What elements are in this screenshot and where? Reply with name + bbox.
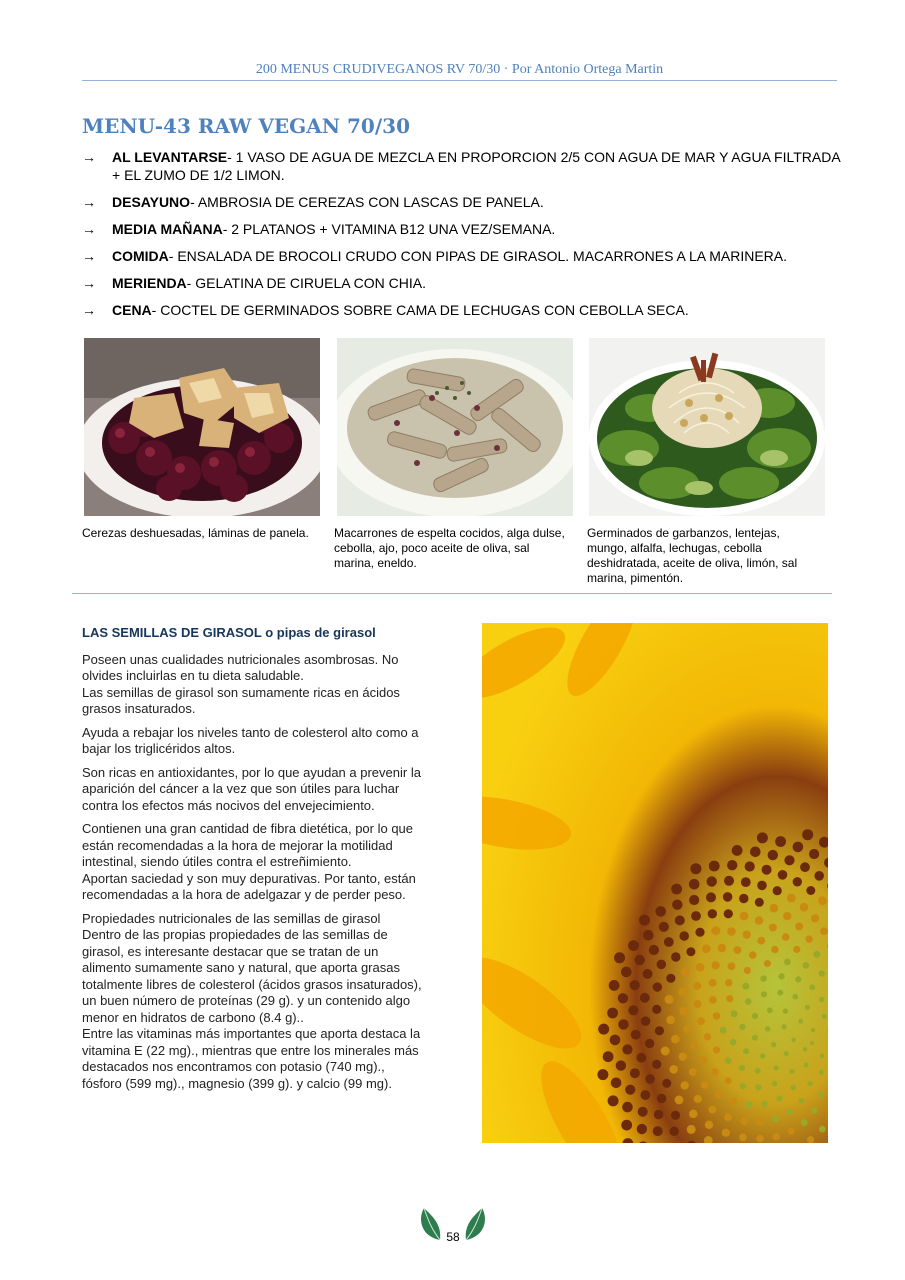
seed-dot — [809, 849, 819, 859]
seed-dot — [755, 1068, 761, 1074]
seed-dot — [773, 886, 782, 895]
seed-dot — [622, 1044, 632, 1054]
sunflower-seeds-article — [82, 625, 428, 1099]
seed-dot — [773, 1133, 780, 1140]
seed-dot — [709, 996, 717, 1004]
seed-dot — [776, 1096, 782, 1102]
seed-dot — [637, 1124, 647, 1134]
page-number: 58 — [446, 1230, 460, 1244]
seed-dot — [800, 903, 809, 912]
sprouts-caption: Germinados de garbanzos, lentejas, mungo, alfalfa, lechugas, cebolla deshidratada, aceite de oliva, limón, sal marina, pimentón. — [587, 526, 798, 585]
seed-dot — [820, 1054, 825, 1059]
article-line: Poseen unas cualidades nutricionales asombrosas. No olvides incluirlas en tu dieta saludable. — [82, 651, 399, 683]
seed-dot — [630, 980, 640, 990]
seed-dot — [679, 1052, 687, 1060]
seed-dot — [769, 924, 777, 932]
article-paragraph — [82, 821, 428, 904]
menu-item-desayuno — [82, 193, 842, 211]
seed-dot — [791, 1085, 797, 1091]
seed-dot — [664, 937, 674, 947]
seed-dot — [681, 1081, 689, 1089]
seed-dot — [715, 1091, 723, 1099]
seed-dot — [807, 1136, 814, 1143]
seed-dot — [755, 916, 763, 924]
article-paragraph — [82, 911, 428, 1093]
seed-dot — [793, 877, 802, 886]
seed-dot — [730, 1098, 737, 1105]
seed-dot — [616, 1060, 626, 1070]
seed-dot — [639, 915, 650, 926]
seed-dot — [671, 884, 682, 895]
menu-item-label: DESAYUNO — [112, 194, 191, 210]
menu-title: MENU-43 RAW VEGAN 70/30 — [82, 114, 410, 138]
seed-dot — [630, 1068, 640, 1078]
seed-dot — [712, 961, 720, 969]
article-line: Las semillas de girasol son sumamente ricas en ácidos grasos insaturados. — [82, 684, 400, 716]
seed-dot — [755, 1084, 761, 1090]
seed-dot — [745, 861, 755, 871]
seed-dot — [745, 1101, 752, 1108]
menu-item-text: - 1 VASO DE AGUA DE MEZCLA EN PROPORCION 2/5 CON AGUA DE MAR Y AGUA FILTRADA + EL ZUMO DE 1/2 LIMON. — [112, 149, 840, 183]
seed-dot — [739, 894, 748, 903]
seed-dot — [725, 1057, 732, 1064]
seed-dot — [618, 1019, 628, 1029]
seed-dot — [598, 1024, 609, 1035]
seed-dot — [771, 1042, 776, 1047]
seed-dot — [724, 909, 733, 918]
seed-dot — [788, 1128, 795, 1135]
seed-dot — [693, 982, 701, 990]
menu-item-text: - 2 PLATANOS + VITAMINA B12 UNA VEZ/SEMANA. — [222, 221, 556, 237]
article-title — [82, 625, 428, 642]
menu-item-label: MEDIA MAÑANA — [112, 221, 223, 237]
seed-dot — [756, 1135, 764, 1143]
article-paragraph: Ayuda a rebajar los niveles tanto de colesterol alto como a bajar los triglicéridos altos. — [82, 724, 419, 756]
seed-dot — [814, 871, 824, 881]
seed-dot — [696, 963, 705, 972]
seed-dot — [782, 933, 790, 941]
seed-dot — [813, 951, 820, 958]
menu-item-label: CENA — [112, 302, 152, 318]
seed-dot — [697, 1017, 705, 1025]
seed-dot — [597, 1069, 608, 1080]
seed-dot — [671, 1035, 680, 1044]
seed-dot — [645, 1039, 654, 1048]
seed-dot — [655, 906, 666, 917]
seed-dot — [675, 915, 685, 925]
seed-dot — [820, 927, 828, 935]
seed-dot — [809, 984, 815, 990]
arrow-icon: → — [82, 248, 96, 264]
seed-dot — [727, 927, 736, 936]
cherries-caption: Cerezas deshuesadas, láminas de panela. — [82, 526, 309, 540]
seed-dot — [757, 832, 768, 843]
menu-item-comida — [82, 247, 842, 265]
seed-dot — [711, 926, 720, 935]
seed-dot — [730, 1039, 737, 1046]
running-header: 200 MENUS CRUDIVEGANOS RV 70/30 · Por Antonio Ortega Martin — [82, 62, 837, 81]
seed-dot — [755, 898, 764, 907]
seed-dot — [711, 1068, 718, 1075]
seed-dot — [722, 1129, 730, 1137]
seed-dot — [655, 1026, 664, 1035]
seed-dot — [625, 1085, 635, 1095]
seed-dot — [806, 935, 813, 942]
seed-dot — [760, 1053, 766, 1059]
seed-dot — [799, 1098, 805, 1104]
seed-dot — [767, 1007, 773, 1013]
seed-dot — [666, 974, 675, 983]
seed-dot — [761, 991, 767, 997]
seed-dot — [690, 1042, 698, 1050]
seed-dot — [654, 1110, 664, 1120]
seed-dot — [793, 842, 804, 853]
seed-dot — [622, 1102, 633, 1113]
seed-dot — [611, 1078, 622, 1089]
seed-dot — [762, 865, 772, 875]
seed-dot — [621, 1120, 632, 1131]
seed-dot — [669, 1065, 678, 1074]
seed-dot — [657, 960, 667, 970]
seed-dot — [640, 993, 650, 1003]
seed-dot — [757, 881, 767, 891]
seed-dot — [628, 1005, 638, 1015]
seed-dot — [805, 1005, 810, 1010]
seed-dot — [727, 860, 737, 870]
seed-dot — [637, 1053, 647, 1063]
seed-dot — [745, 998, 752, 1005]
seed-dot — [752, 1013, 758, 1019]
seed-dot — [690, 863, 701, 874]
article-paragraph: Son ricas en antioxidantes, por lo que ayudan a prevenir la aparición del cáncer a la vez que son útiles para luchar contra los efectos más nocivos del envejecimiento. — [82, 764, 421, 813]
seed-dot — [771, 946, 778, 953]
seed-dot — [750, 847, 761, 858]
seed-dot — [706, 892, 716, 902]
arrow-icon: → — [82, 194, 96, 210]
seed-dot — [819, 997, 824, 1002]
seed-dot — [724, 1113, 732, 1121]
seed-dot — [819, 1126, 826, 1133]
seed-dot — [713, 1046, 720, 1053]
seed-dot — [749, 951, 757, 959]
section-divider — [72, 593, 832, 594]
menu-item-text: - COCTEL DE GERMINADOS SOBRE CAMA DE LECHUGAS CON CEBOLLA SECA. — [151, 302, 689, 318]
seed-dot — [708, 1106, 716, 1114]
seed-dot — [774, 1065, 779, 1070]
arrow-icon: → — [82, 302, 96, 318]
seed-dot — [686, 947, 695, 956]
seed-dot — [645, 1074, 655, 1084]
seed-dot — [679, 931, 689, 941]
seed-dot — [657, 1094, 666, 1103]
seed-dot — [652, 1005, 661, 1014]
seed-dot — [783, 912, 791, 920]
menu-item-al-levantarse — [82, 148, 842, 184]
seed-dot — [649, 945, 659, 955]
seed-dot — [708, 909, 717, 918]
seed-dot — [803, 1047, 807, 1051]
seed-dot — [791, 1038, 796, 1043]
seed-dot — [689, 1068, 697, 1076]
seed-dot — [818, 1092, 824, 1098]
seed-dot — [740, 1118, 747, 1125]
macaroni-caption: Macarrones de espelta cocidos, alga dulse, cebolla, ajo, poco aceite de oliva, sal marina, eneldo. — [334, 526, 565, 570]
seed-dot — [704, 1033, 711, 1040]
menu-item-text: - ENSALADA DE BROCOLI CRUDO CON PIPAS DE GIRASOL. MACARRONES A LA MARINERA. — [168, 248, 788, 264]
seed-dot — [810, 1041, 814, 1045]
seed-dot — [659, 922, 669, 932]
cherries-photo — [84, 338, 320, 516]
seed-dot — [741, 877, 751, 887]
seed-dot — [770, 904, 779, 913]
seed-dot — [802, 829, 813, 840]
seed-dot — [702, 944, 711, 953]
seed-dot — [681, 967, 690, 976]
seed-dot — [789, 1069, 794, 1074]
seed-dot — [772, 1081, 778, 1087]
article-title-bold: LAS SEMILLAS DE GIRASOL — [82, 625, 262, 640]
seed-dot — [811, 1108, 817, 1114]
seed-dot — [675, 1096, 684, 1105]
menu-item-merienda — [82, 274, 842, 292]
seed-dot — [728, 962, 736, 970]
menu-item-label: MERIENDA — [112, 275, 187, 291]
article-line: Contienen una gran cantidad de fibra dietética, por lo que están recomendadas a la hora de mejorar la motilidad intestinal, siendo útiles contra el estreñimiento. — [82, 821, 414, 869]
article-title-rest: o pipas de girasol — [261, 625, 376, 640]
seed-dot — [689, 895, 699, 905]
seed-dot — [631, 1030, 641, 1040]
seed-dot — [679, 1007, 687, 1015]
seed-dot — [784, 855, 794, 865]
seed-dot — [713, 1012, 720, 1019]
seed-dot — [811, 1028, 815, 1032]
seed-dot — [635, 955, 645, 965]
seed-dot — [739, 1065, 745, 1071]
seed-dot — [694, 1095, 702, 1103]
seed-dot — [731, 1010, 738, 1017]
seed-dot — [695, 928, 704, 937]
seed-dot — [743, 1048, 749, 1054]
seed-dot — [740, 912, 749, 921]
seed-dot — [804, 1063, 809, 1068]
seed-dot — [784, 1051, 789, 1056]
seed-dot — [806, 886, 815, 895]
seed-dot — [743, 931, 751, 939]
seed-dot — [761, 1101, 768, 1108]
seed-dot — [811, 914, 819, 922]
seed-dot — [641, 1016, 651, 1026]
arrow-icon: → — [82, 275, 96, 291]
sunflower-photo — [482, 623, 828, 1143]
seed-dot — [793, 946, 800, 953]
seed-dot — [610, 1035, 621, 1046]
seed-dot — [819, 970, 825, 976]
menu-item-label: AL LEVANTARSE — [112, 149, 228, 165]
seed-dot — [795, 976, 801, 982]
seed-dot — [739, 1083, 746, 1090]
seed-dot — [709, 861, 720, 872]
seed-dot — [752, 1035, 758, 1041]
seed-dot — [705, 1121, 713, 1129]
seed-dot — [724, 876, 734, 886]
seed-dot — [818, 896, 827, 905]
seed-dot — [801, 1119, 808, 1126]
seed-dot — [653, 1126, 663, 1136]
seed-dot — [641, 1090, 651, 1100]
seed-dot — [819, 1070, 824, 1075]
menu-item-cena — [82, 301, 842, 319]
seed-dot — [661, 1047, 670, 1056]
seed-dot — [666, 1016, 675, 1025]
seed-dot — [700, 1056, 708, 1064]
article-line: Entre las vitaminas más importantes que aporta destaca la vitamina E (22 mg)., mientras que entre los minerales más destacados nos encontramos con potasio (740 mg)., fósforo (599 mg)., magnesio (399 g). y calcio (99 mg). — [82, 1026, 421, 1091]
seed-dot — [628, 940, 639, 951]
seed-dot — [707, 876, 717, 886]
article-line: Aportan saciedad y son muy depurativas. Por tanto, están recomendadas a la hora de adelgazar y de perder peso. — [82, 870, 416, 902]
seed-dot — [720, 1027, 727, 1034]
seed-dot — [603, 1051, 614, 1062]
seed-dot — [614, 952, 625, 963]
seed-dot — [662, 1079, 671, 1088]
menu-item-text: - GELATINA DE CIRUELA CON CHIA. — [186, 275, 427, 291]
seed-dot — [671, 952, 680, 961]
seed-dot — [643, 930, 654, 941]
seed-dot — [723, 892, 733, 902]
seed-dot — [653, 982, 662, 991]
menu-item-label: COMIDA — [112, 248, 169, 264]
menu-item-media-manana — [82, 220, 842, 238]
seed-dot — [691, 911, 701, 921]
seed-dot — [742, 983, 749, 990]
seed-dot — [784, 959, 791, 966]
seed-dot — [772, 1116, 779, 1123]
seed-dot — [798, 1019, 803, 1024]
seed-dot — [725, 979, 732, 986]
seed-dot — [652, 1060, 661, 1069]
seed-dot — [778, 870, 788, 880]
seed-dot — [732, 845, 743, 856]
seed-dot — [725, 1077, 732, 1084]
article-line: Dentro de las propias propiedades de las semillas de girasol, es interesante destacar que se tratan de un alimento sumamente sano y natural, que aporta grasas totalmente libres de colesterol (ácidos grasos insaturados), un buen número de proteínas (29 g). y un contenido algo menor en hidratos de carbono (8.4 g).. — [82, 927, 422, 1025]
seed-dot — [726, 995, 733, 1002]
seed-dot — [609, 980, 620, 991]
seed-dot — [608, 1095, 619, 1106]
arrow-icon: → — [82, 221, 96, 237]
seed-dot — [689, 879, 700, 890]
seed-dot — [757, 1118, 764, 1125]
article-line: Propiedades nutricionales de las semillas de girasol — [82, 910, 381, 926]
seed-dot — [694, 1000, 702, 1008]
seed-dot — [795, 922, 803, 930]
seed-dot — [768, 850, 778, 860]
menu-list — [82, 148, 842, 328]
seed-dot — [638, 1107, 648, 1117]
seed-dot — [787, 894, 796, 903]
seed-dot — [778, 973, 784, 979]
seed-dot — [800, 862, 810, 872]
seed-dot — [739, 1133, 747, 1141]
seed-dot — [757, 937, 765, 945]
seed-dot — [683, 1025, 691, 1033]
seed-dot — [621, 967, 632, 978]
seed-dot — [783, 1008, 788, 1013]
article-paragraph — [82, 652, 428, 718]
seed-dot — [678, 987, 687, 996]
seed-dot — [739, 1024, 745, 1030]
arrow-icon: → — [82, 149, 96, 165]
seed-dot — [760, 975, 767, 982]
seed-dot — [701, 1081, 709, 1089]
seed-dot — [687, 1125, 696, 1134]
sprouts-salad-photo — [589, 338, 825, 516]
seed-dot — [671, 1111, 680, 1120]
seed-dot — [822, 1014, 827, 1019]
seed-dot — [786, 1109, 792, 1115]
seed-dot — [665, 995, 674, 1004]
seed-dot — [807, 1081, 812, 1086]
seed-dot — [669, 1127, 678, 1136]
seed-dot — [782, 1024, 787, 1029]
seed-dot — [709, 979, 717, 987]
seed-dot — [672, 900, 682, 910]
seed-dot — [733, 946, 741, 954]
seed-dot — [607, 1008, 618, 1019]
seed-dot — [718, 944, 726, 952]
seed-dot — [777, 990, 783, 996]
macaroni-photo — [337, 338, 573, 516]
seed-dot — [643, 969, 653, 979]
seed-dot — [793, 994, 799, 1000]
menu-item-text: - AMBROSIA DE CEREZAS CON LASCAS DE PANELA. — [190, 194, 544, 210]
seed-dot — [764, 960, 771, 967]
seed-dot — [744, 967, 751, 974]
seed-dot — [765, 1026, 771, 1032]
seed-dot — [618, 993, 628, 1003]
seed-dot — [803, 962, 810, 969]
seed-dot — [775, 836, 786, 847]
seed-dot — [689, 1110, 698, 1119]
